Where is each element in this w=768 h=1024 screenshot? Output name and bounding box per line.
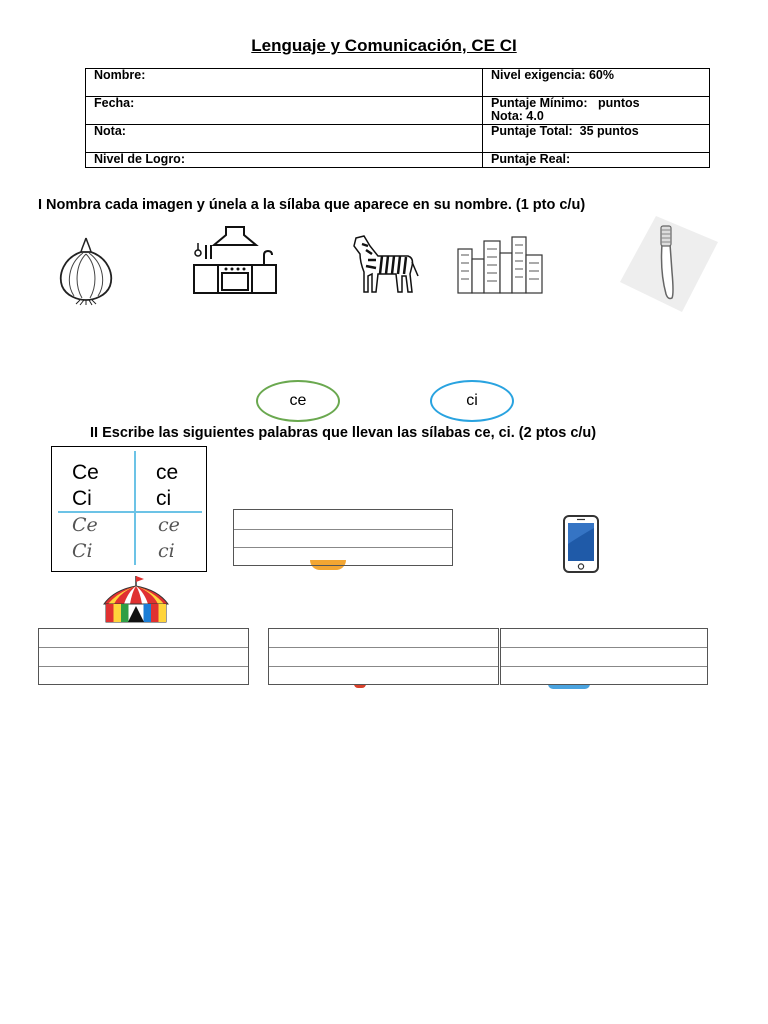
- chart-print-lower-ce: ce: [156, 461, 179, 484]
- toothbrush-icon: [616, 212, 720, 316]
- grade-field[interactable]: Nota:: [86, 125, 483, 153]
- section2-instruction: II Escribe las siguientes palabras que llevan las sílabas ce, ci. (2 ptos c/u): [90, 425, 597, 441]
- section1-instruction: I Nombra cada imagen y únela a la sílaba que aparece en su nombre. (1 pto c/u): [38, 197, 586, 213]
- write-box-4[interactable]: [500, 628, 708, 685]
- circus-tent-icon: [100, 574, 172, 624]
- chart-cursive-lower-ce: ce: [158, 514, 180, 536]
- syllable-ce[interactable]: ce: [256, 380, 340, 422]
- city-icon: [456, 235, 544, 295]
- chart-cursive-lower-ci: ci: [158, 540, 175, 562]
- onion-icon: [56, 234, 116, 306]
- write-box-3[interactable]: [268, 628, 499, 685]
- exigency-level: Nivel exigencia: 60%: [483, 69, 710, 97]
- kitchen-icon: [190, 225, 280, 297]
- chart-print-upper-ci: Ci: [72, 487, 92, 510]
- info-table: [85, 68, 710, 168]
- chart-print-lower-ci: ci: [156, 487, 172, 510]
- minimum-grade: Nota: 4.0: [491, 109, 544, 123]
- chart-print-upper-ce: Ce: [72, 461, 99, 484]
- achievement-level-field[interactable]: Nivel de Logro:: [86, 153, 483, 168]
- syllable-chart: [51, 446, 207, 572]
- minimum-score-label: Puntaje Mínimo: puntos: [491, 96, 640, 110]
- zebra-icon: [348, 232, 420, 296]
- real-score: Puntaje Real:: [483, 153, 710, 168]
- name-field[interactable]: Nombre:: [86, 69, 483, 97]
- write-box-2[interactable]: [38, 628, 249, 685]
- total-score: Puntaje Total: 35 puntos: [483, 125, 710, 153]
- write-box-1[interactable]: [233, 509, 453, 566]
- chart-cursive-upper-ce: Ce: [72, 514, 98, 536]
- minimum-score: [483, 97, 710, 125]
- date-field[interactable]: Fecha:: [86, 97, 483, 125]
- syllable-ci[interactable]: ci: [430, 380, 514, 422]
- cellphone-icon: [562, 514, 600, 574]
- chart-cursive-upper-ci: Ci: [72, 540, 93, 562]
- page-title: Lenguaje y Comunicación, CE CI: [251, 36, 517, 55]
